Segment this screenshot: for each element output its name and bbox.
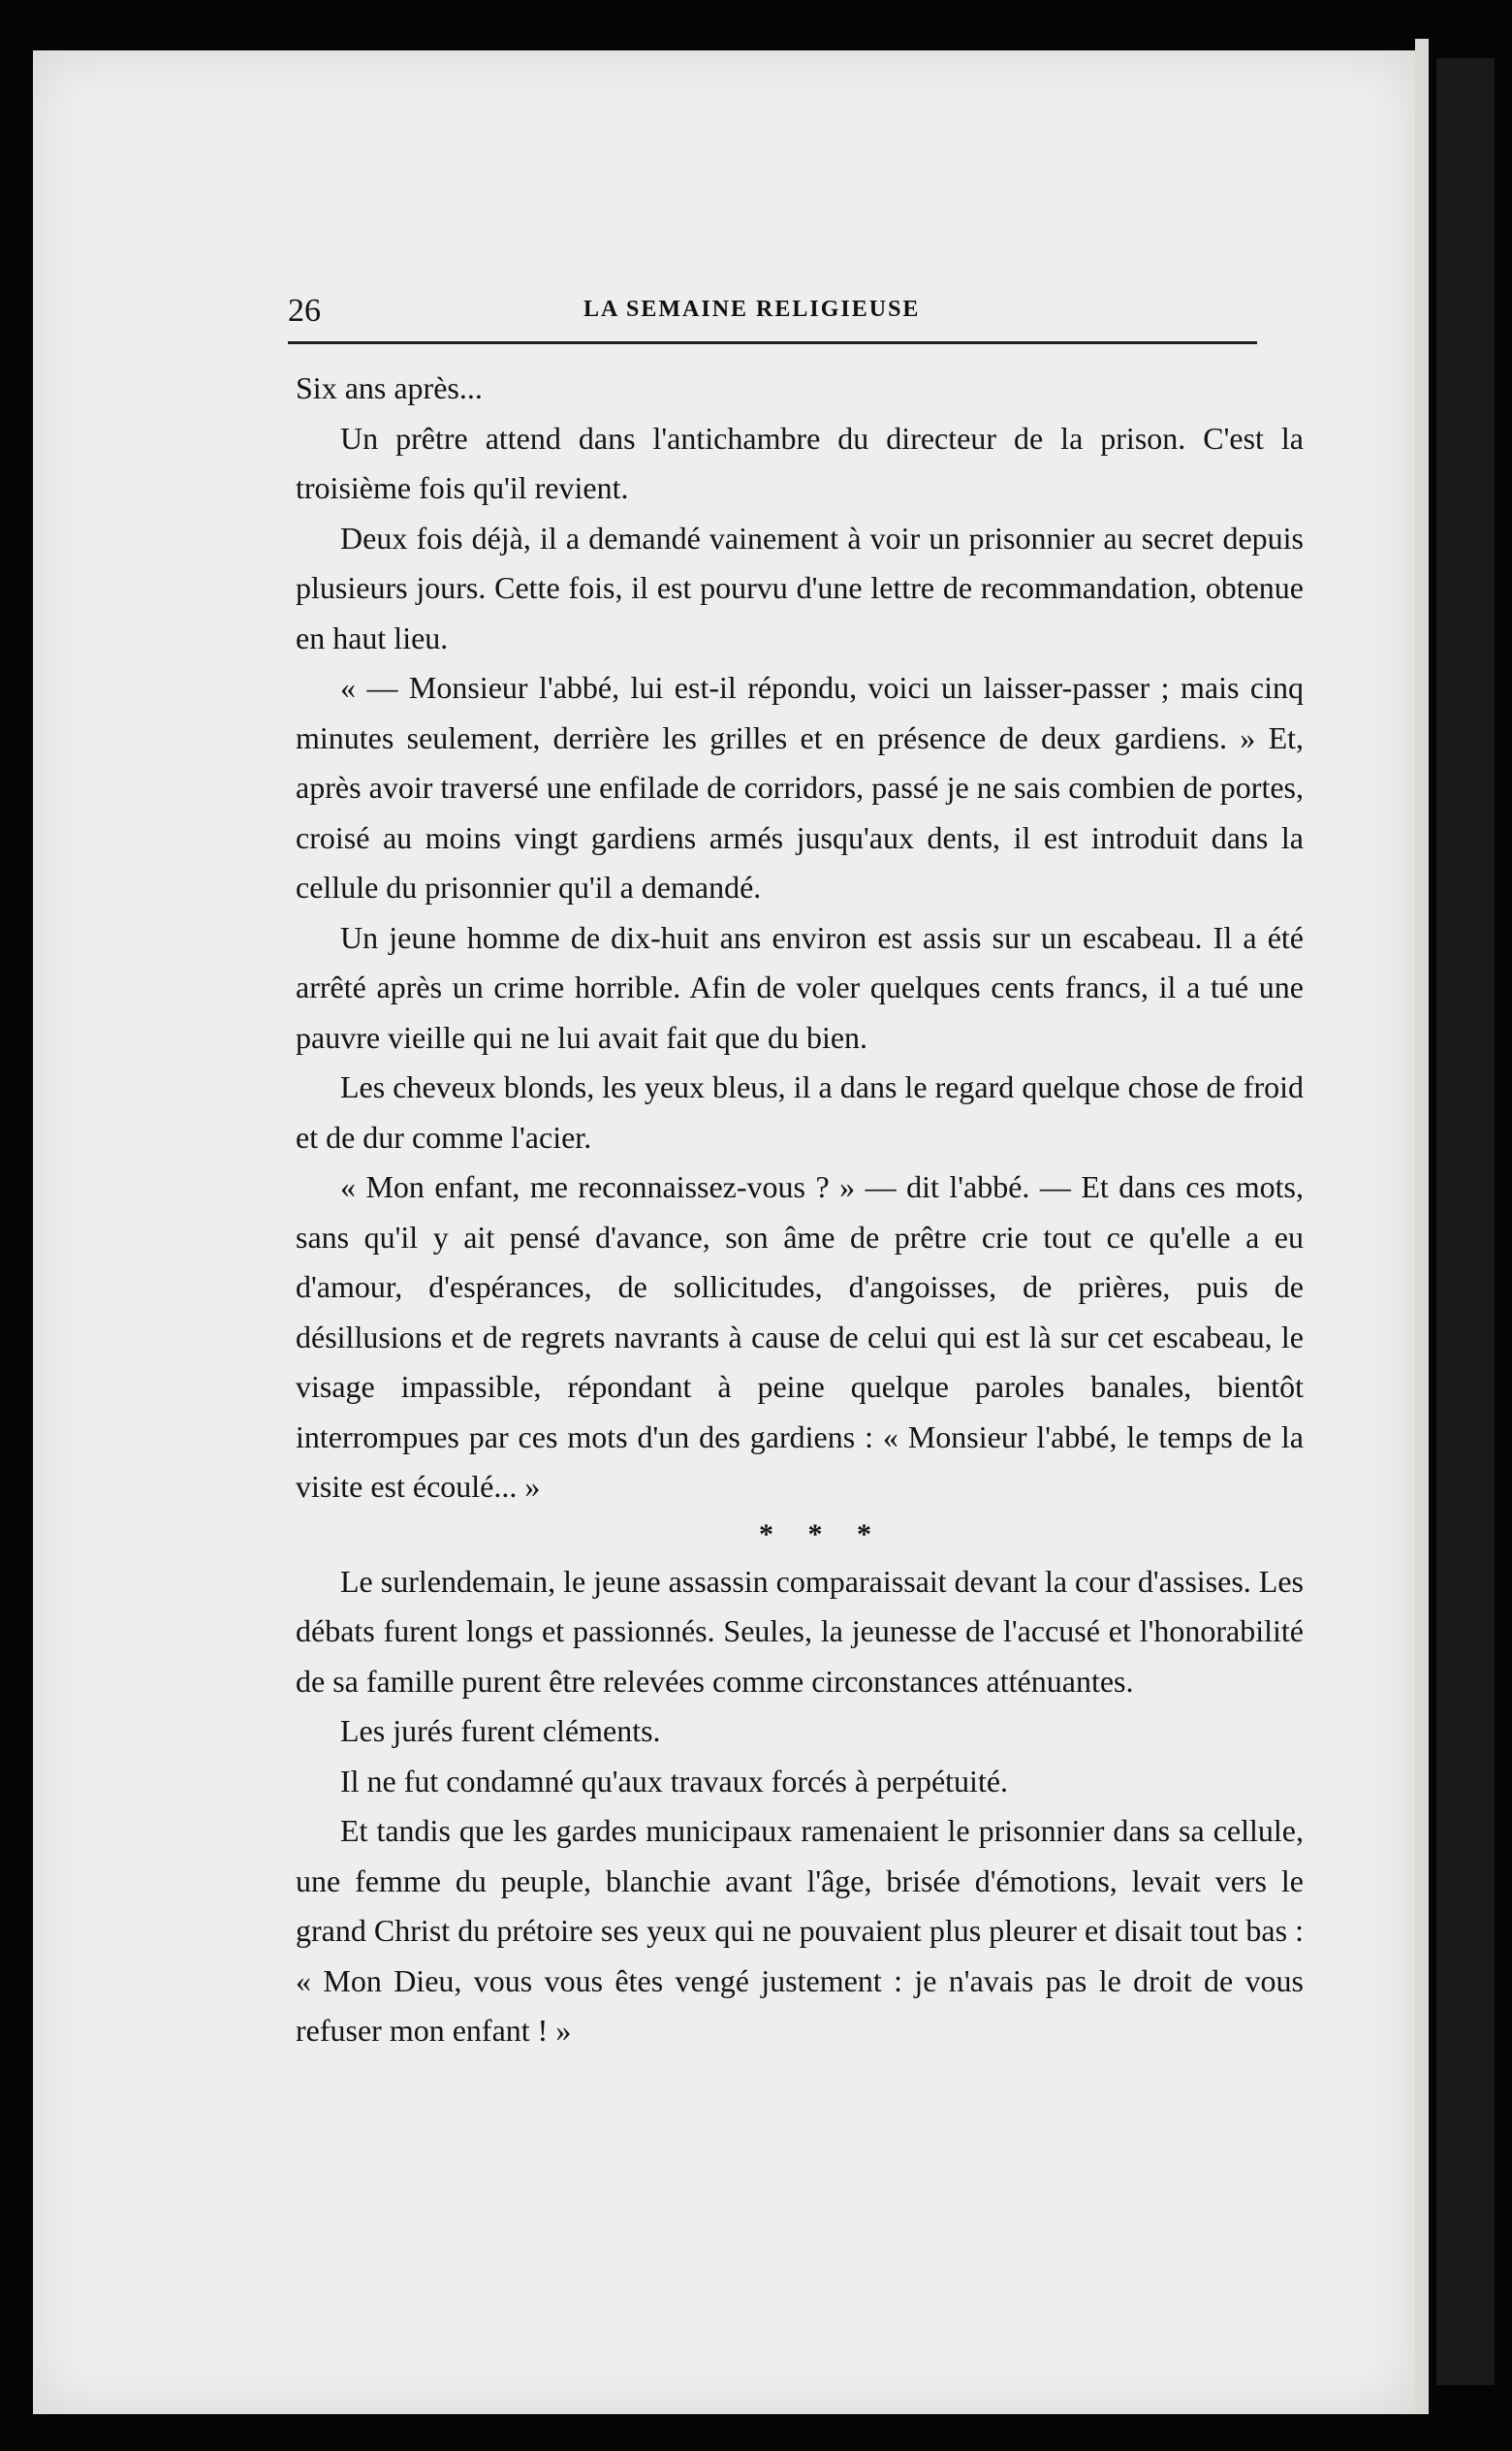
paragraph: Deux fois déjà, il a demandé vainement à voir un prisonnier au secret depuis plusieurs jours. Cette fois, il est pourvu d'une lettre de recommandation, obtenue en haut lieu. bbox=[296, 520, 1304, 655]
paragraph: Et tandis que les gardes municipaux ramenaient le prisonnier dans sa cellule, une femme du peuple, blanchie avant l'âge, brisée d'émotions, levait vers le grand Christ du prétoire ses yeux qui ne pouvaient plus pleurer et disait tout bas : « Mon Dieu, vous vous êtes vengé justement : je n'avais pas le droit de vous refuser mon enfant ! » bbox=[296, 1813, 1304, 2048]
page-header bbox=[288, 293, 1257, 341]
section-separator: * * * bbox=[759, 1517, 885, 1550]
paragraph: Un jeune homme de dix-huit ans environ est assis sur un escabeau. Il a été arrêté après un crime horrible. Afin de voler quelques cents francs, il a tué une pauvre vieille qui ne lui avait fait que du bien. bbox=[296, 919, 1304, 1055]
paragraph: Les jurés furent cléments. bbox=[340, 1713, 661, 1748]
running-title: LA SEMAINE RELIGIEUSE bbox=[583, 297, 921, 322]
page-edge bbox=[1415, 39, 1429, 2414]
paragraph: « — Monsieur l'abbé, lui est-il répondu, voici un laisser-passer ; mais cinq minutes seulement, derrière les grilles et en présence de deux gardiens. » Et, après avoir traversé une enfilade de corridors, passé je ne sais combien de portes, croisé au moins vingt gardiens armés jusqu'aux dents, il est introduit dans la cellule du prisonnier qu'il a demandé. bbox=[296, 670, 1304, 905]
paragraph: Le surlendemain, le jeune assassin comparaissait devant la cour d'assises. Les débats furent longs et passionnés. Seules, la jeunesse de l'accusé et l'honorabilité de sa famille purent être relevées comme circonstances atténuantes. bbox=[296, 1563, 1304, 1699]
paragraph: Six ans après... bbox=[296, 370, 483, 405]
paragraph: « Mon enfant, me reconnaissez-vous ? » — dit l'abbé. — Et dans ces mots, sans qu'il y ait pensé d'avance, son âme de prêtre crie tout ce qu'elle a eu d'amour, d'espérances, de sollicitudes, d'angoisses, de prières, puis de désillusions et de regrets navrants à cause de celui qui est là sur cet escabeau, le visage impassible, répondant à peine quelque paroles banales, bientôt interrompues par ces mots d'un des gardiens : « Monsieur l'abbé, le temps de la visite est écoulé... » bbox=[296, 1169, 1304, 1504]
paragraph: Un prêtre attend dans l'antichambre du directeur de la prison. C'est la troisième fois qu'il revient. bbox=[296, 420, 1304, 505]
header-rule bbox=[288, 341, 1257, 344]
body-text bbox=[296, 364, 1304, 2056]
paragraph: Il ne fut condamné qu'aux travaux forcés à perpétuité. bbox=[340, 1763, 1009, 1798]
paragraph: Les cheveux blonds, les yeux bleus, il a dans le regard quelque chose de froid et de dur comme l'acier. bbox=[296, 1069, 1304, 1155]
adjacent-page-strip bbox=[1436, 58, 1495, 2385]
page-number: 26 bbox=[288, 293, 321, 329]
